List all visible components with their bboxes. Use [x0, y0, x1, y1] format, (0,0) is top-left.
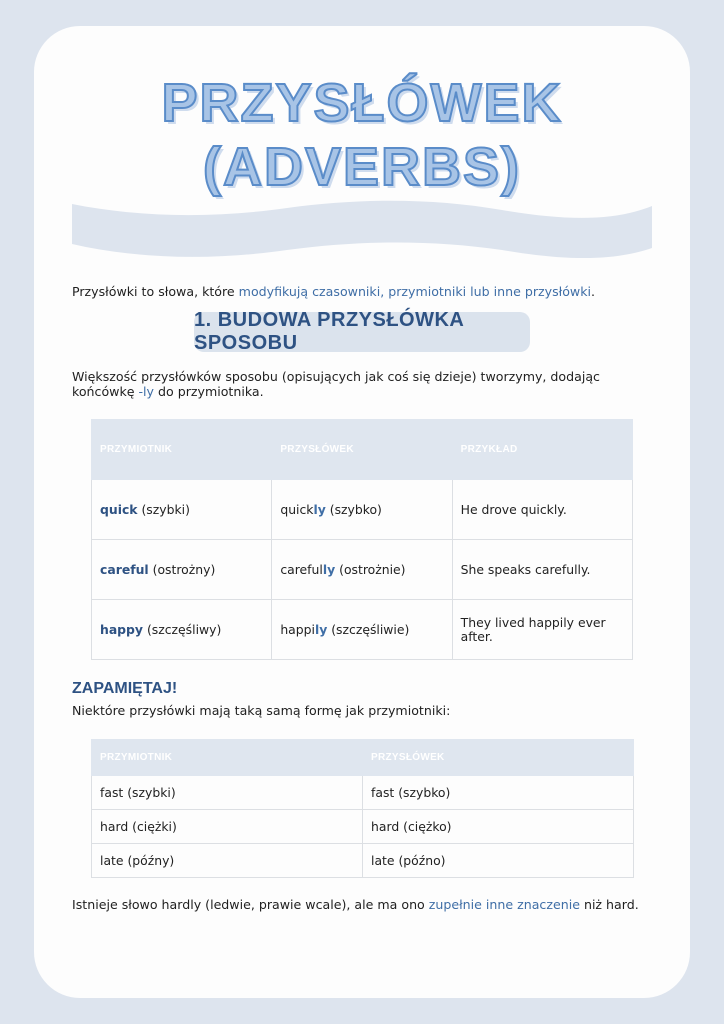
wave-banner	[72, 200, 652, 262]
adverb-cell: late (późno)	[363, 844, 634, 878]
adjective-cell: fast (szybki)	[92, 776, 363, 810]
paragraph-start: Większość przysłówków sposobu (opisujących jak coś się dzieje) tworzymy, dodając końcówkę	[72, 369, 600, 399]
adjective-cell: late (późny)	[92, 844, 363, 878]
adverb-cell: hard (ciężko)	[363, 810, 634, 844]
adverb-cell: fast (szybko)	[363, 776, 634, 810]
adjective-cell: hard (ciężki)	[92, 810, 363, 844]
intro-text-end: .	[591, 284, 596, 299]
same-form-table	[91, 739, 634, 878]
adverb-suffix: ly	[322, 561, 336, 577]
adverb-translation: (szczęśliwie)	[327, 621, 410, 637]
adverb-stem: quick	[280, 501, 314, 517]
table-header-row	[92, 740, 634, 776]
remember-text: Niektóre przysłówki mają taką samą formę jak przymiotniki:	[72, 703, 451, 718]
suffix-highlight: -ly	[138, 384, 155, 399]
intro-text-start: Przysłówki to słowa, które	[72, 284, 239, 299]
adverb-stem: happi	[280, 621, 315, 637]
table-row	[92, 810, 634, 844]
adverb-translation: (szybko)	[325, 501, 382, 517]
table-row	[92, 480, 633, 540]
adjective-translation: (szczęśliwy)	[143, 621, 222, 637]
footer-text-end: niż hard.	[579, 897, 639, 912]
table-row	[92, 776, 634, 810]
page-title-line-2: (ADVERBS)	[202, 137, 521, 197]
adverb-cell	[272, 600, 452, 660]
table-row	[92, 844, 634, 878]
adverb-stem: careful	[280, 561, 323, 577]
example-cell: She speaks carefully.	[452, 540, 632, 600]
page-title-line-1: PRZYSŁÓWEK	[161, 73, 563, 133]
adverb-translation: (ostrożnie)	[335, 561, 406, 577]
adjective-word: quick	[100, 501, 138, 517]
paragraph-end: do przymiotnika.	[154, 384, 264, 399]
adverb-formation-table	[91, 419, 633, 660]
example-cell: He drove quickly.	[452, 480, 632, 540]
adjective-cell	[92, 600, 272, 660]
footer-note	[72, 897, 652, 912]
header-adjective: PRZYMIOTNIK	[92, 420, 272, 480]
adverb-cell	[272, 480, 452, 540]
header-adverb: PRZYSŁÓWEK	[363, 740, 634, 776]
section-paragraph	[72, 369, 652, 399]
section-heading: 1. BUDOWA PRZYSŁÓWKA SPOSOBU	[194, 312, 530, 352]
adjective-translation: (szybki)	[137, 501, 190, 517]
adverb-cell	[272, 540, 452, 600]
header-adjective: PRZYMIOTNIK	[92, 740, 363, 776]
intro-highlight: modyfikują czasowniki, przymiotniki lub inne przysłówki	[238, 284, 592, 299]
adjective-word: happy	[100, 621, 143, 637]
table-row	[92, 600, 633, 660]
intro-text	[72, 284, 652, 299]
remember-heading: ZAPAMIĘTAJ!	[72, 680, 178, 697]
adverb-suffix: ly	[313, 501, 326, 517]
header-adverb: PRZYSŁÓWEK	[272, 420, 452, 480]
adjective-cell	[92, 540, 272, 600]
example-cell: They lived happily ever after.	[452, 600, 632, 660]
adverb-suffix: ly	[314, 621, 328, 637]
adjective-cell	[92, 480, 272, 540]
table-header-row	[92, 420, 633, 480]
header-example: PRZYKŁAD	[452, 420, 632, 480]
adjective-translation: (ostrożny)	[148, 561, 216, 577]
footer-highlight: zupełnie inne znaczenie	[428, 897, 580, 912]
footer-text-start: Istnieje słowo hardly (ledwie, prawie wcale), ale ma ono	[72, 897, 429, 912]
table-row	[92, 540, 633, 600]
adjective-word: careful	[100, 561, 149, 577]
